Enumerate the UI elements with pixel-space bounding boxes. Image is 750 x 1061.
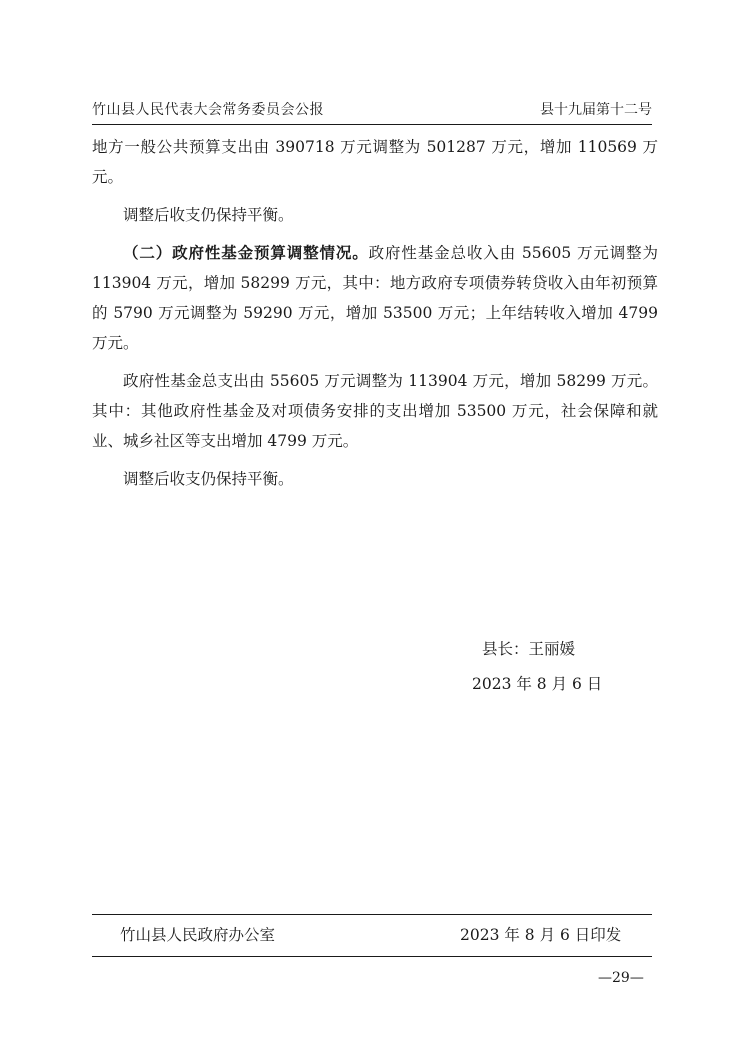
paragraph-general-budget-expenditure: 地方一般公共预算支出由 390718 万元调整为 501287 万元，增加 110569 万元。 [92, 138, 658, 186]
paragraph-fund-budget-expenditure: 政府性基金总支出由 55605 万元调整为 113904 万元，增加 58299 万元。其中：其他政府性基金及对项债务安排的支出增加 53500 万元，社会保障和就业、城乡社区等支出增加 4799 万元。 [92, 372, 658, 450]
footer-divider-bottom [92, 956, 652, 957]
signature-date: 2023 年 8 月 6 日 [472, 675, 603, 693]
document-body [92, 132, 658, 502]
signatory: 县长：王丽媛 [482, 640, 576, 658]
page-number: —29— [598, 970, 644, 986]
paragraph-fund-budget-revenue [92, 238, 658, 358]
page-header [92, 98, 652, 122]
publication-title: 竹山县人民代表大会常务委员会公报 [92, 102, 324, 118]
section-heading: （二）政府性基金预算调整情况。 [123, 243, 369, 262]
paragraph-balance-note-1: 调整后收支仍保持平衡。 [123, 206, 294, 224]
footer-divider-top [92, 914, 652, 915]
paragraph-balance-note-2: 调整后收支仍保持平衡。 [123, 470, 294, 488]
issue-number: 县十九届第十二号 [540, 102, 652, 118]
header-divider [92, 124, 652, 125]
fund-revenue-text: 政府性基金总收入由 55605 万元调整为 113904 万元，增加 58299 万元，其中：地方政府专项债券转贷收入由年初预算的 5790 万元调整为 59290 万元，增加 53500 万元；上年结转收入增加 4799 万元。 [92, 244, 658, 352]
issuing-office: 竹山县人民政府办公室 [120, 926, 276, 944]
issue-date: 2023 年 8 月 6 日印发 [460, 926, 622, 944]
